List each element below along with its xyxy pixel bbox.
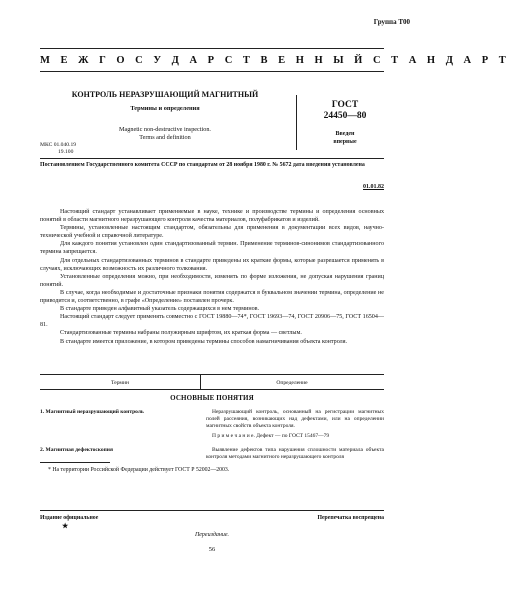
- definition-text: Выявление дефектов типа нарушения сплошности материала объекта контроля методами магнитного неразрушающего контроля: [206, 447, 384, 461]
- gost-code: 24450—80: [323, 110, 367, 121]
- top-rule: [40, 48, 384, 49]
- body-paragraph: Термины, установленные настоящим стандартом, обязательны для применения в документации всех видов, научно-технической учебной и справочной литературе.: [40, 225, 384, 240]
- body-paragraph: Для отдельных стандартизованных терминов в стандарте приведены их краткие формы, которые разрешается применять в случаях, исключающих возможность их различного толкования.: [40, 257, 384, 272]
- reprint-ban: Перепечатка воспрещена: [317, 515, 384, 521]
- standard-type-text: М Е Ж Г О С У Д А Р С Т В Е Н Н Ы Й С Т А Н Д А Р Т: [40, 55, 510, 66]
- mks-line2: 19.100: [58, 149, 74, 156]
- body-paragraph: В случае, когда необходимые и достаточные признаки понятия содержатся в буквальном значении термина, определение не приводится и, соответственно, в графе «Определение» поставлен прочерк.: [40, 289, 384, 305]
- introduced-line1: Введен: [335, 131, 355, 137]
- gost-divider: [296, 95, 297, 150]
- body-paragraph: В стандарте приведен алфавитный указатель содержащихся в нем терминов.: [60, 306, 260, 313]
- body-paragraph: Настоящий стандарт устанавливает применяемые в науке, технике и производстве термины и определения основных понятий в области магнитного неразрушающего контроля качества материалов, полуфабрикатов и изделий.: [40, 209, 384, 224]
- col-header-term: Термин: [111, 380, 129, 386]
- english-title-line2: Terms and definition: [139, 133, 191, 141]
- table-header-rule: [40, 389, 384, 390]
- standard-type: [40, 55, 510, 66]
- introduced-first: [300, 131, 390, 147]
- group-label: Группа Т00: [373, 18, 410, 26]
- section-heading: ОСНОВНЫЕ ПОНЯТИЯ: [170, 394, 254, 402]
- english-title: [40, 126, 290, 142]
- doc-title: КОНТРОЛЬ НЕРАЗРУШАЮЩИЙ МАГНИТНЫЙ: [71, 90, 259, 99]
- page-number: 56: [208, 546, 216, 553]
- footnote: * На территории Российской Федерации действует ГОСТ Р 52002—2003.: [48, 467, 230, 473]
- term-row-1: 1. Магнитный неразрушающий контроль: [40, 409, 144, 415]
- col-header-definition: Определение: [276, 380, 308, 386]
- definition-text: Неразрушающий контроль, основанный на регистрации магнитных полей рассеяния, возникающих над дефектами, или на определении магнитных свойств объекта контроля.: [206, 409, 384, 430]
- mid-rule: [40, 71, 384, 72]
- gost-label: ГОСТ: [331, 100, 359, 110]
- mks-codes: [40, 142, 76, 157]
- footnote-rule: [40, 462, 110, 463]
- term-row-2: 2. Магнитная дефектоскопия: [40, 447, 113, 453]
- decree-rule: [40, 158, 384, 159]
- definition-row-1: [206, 409, 384, 444]
- star-icon: ★: [62, 522, 69, 530]
- reissue: Переиздание.: [194, 532, 230, 538]
- body-paragraph: Установленные определения можно, при необходимости, изменять по форме изложения, не допуская нарушения границ понятий.: [40, 273, 384, 288]
- mks-line1: МКС 01.040.19: [40, 142, 77, 148]
- body-paragraph: Стандартизованные термины набраны полужирным шрифтом, их краткая форма — светлым.: [60, 330, 302, 337]
- body-text: [40, 208, 384, 346]
- footer-rule: [40, 510, 384, 511]
- introduced-line2: впервые: [333, 138, 357, 145]
- decree-text: Постановлением Государственного комитета СССР по стандартам от 28 ноября 1980 г. № 5672 дата введения установлена: [40, 162, 365, 168]
- official-edition: Издание официальное: [40, 515, 99, 521]
- table-top-rule: [40, 374, 384, 375]
- definition-note: П р и м е ч а н и е. Дефект — по ГОСТ 15467—79: [212, 433, 330, 440]
- english-title-line1: Magnetic non-destructive inspection.: [119, 126, 211, 133]
- gost-number: [300, 100, 390, 122]
- body-paragraph: В стандарте имеется приложение, в котором приведены термины способов намагничивания объекта контроля.: [60, 338, 348, 345]
- body-paragraph: Настоящий стандарт следует применять совместно с ГОСТ 19880—74*, ГОСТ 19693—74, ГОСТ 20906—75, ГОСТ 16504—81.: [40, 314, 384, 329]
- doc-subtitle: Термины и определения: [130, 105, 200, 112]
- definition-row-2: [206, 447, 384, 464]
- intro-date: 01.01.82: [363, 184, 384, 190]
- body-paragraph: Для каждого понятия установлен один стандартизованный термин. Применение терминов-синонимов стандартизованного термина запрещается.: [40, 241, 384, 256]
